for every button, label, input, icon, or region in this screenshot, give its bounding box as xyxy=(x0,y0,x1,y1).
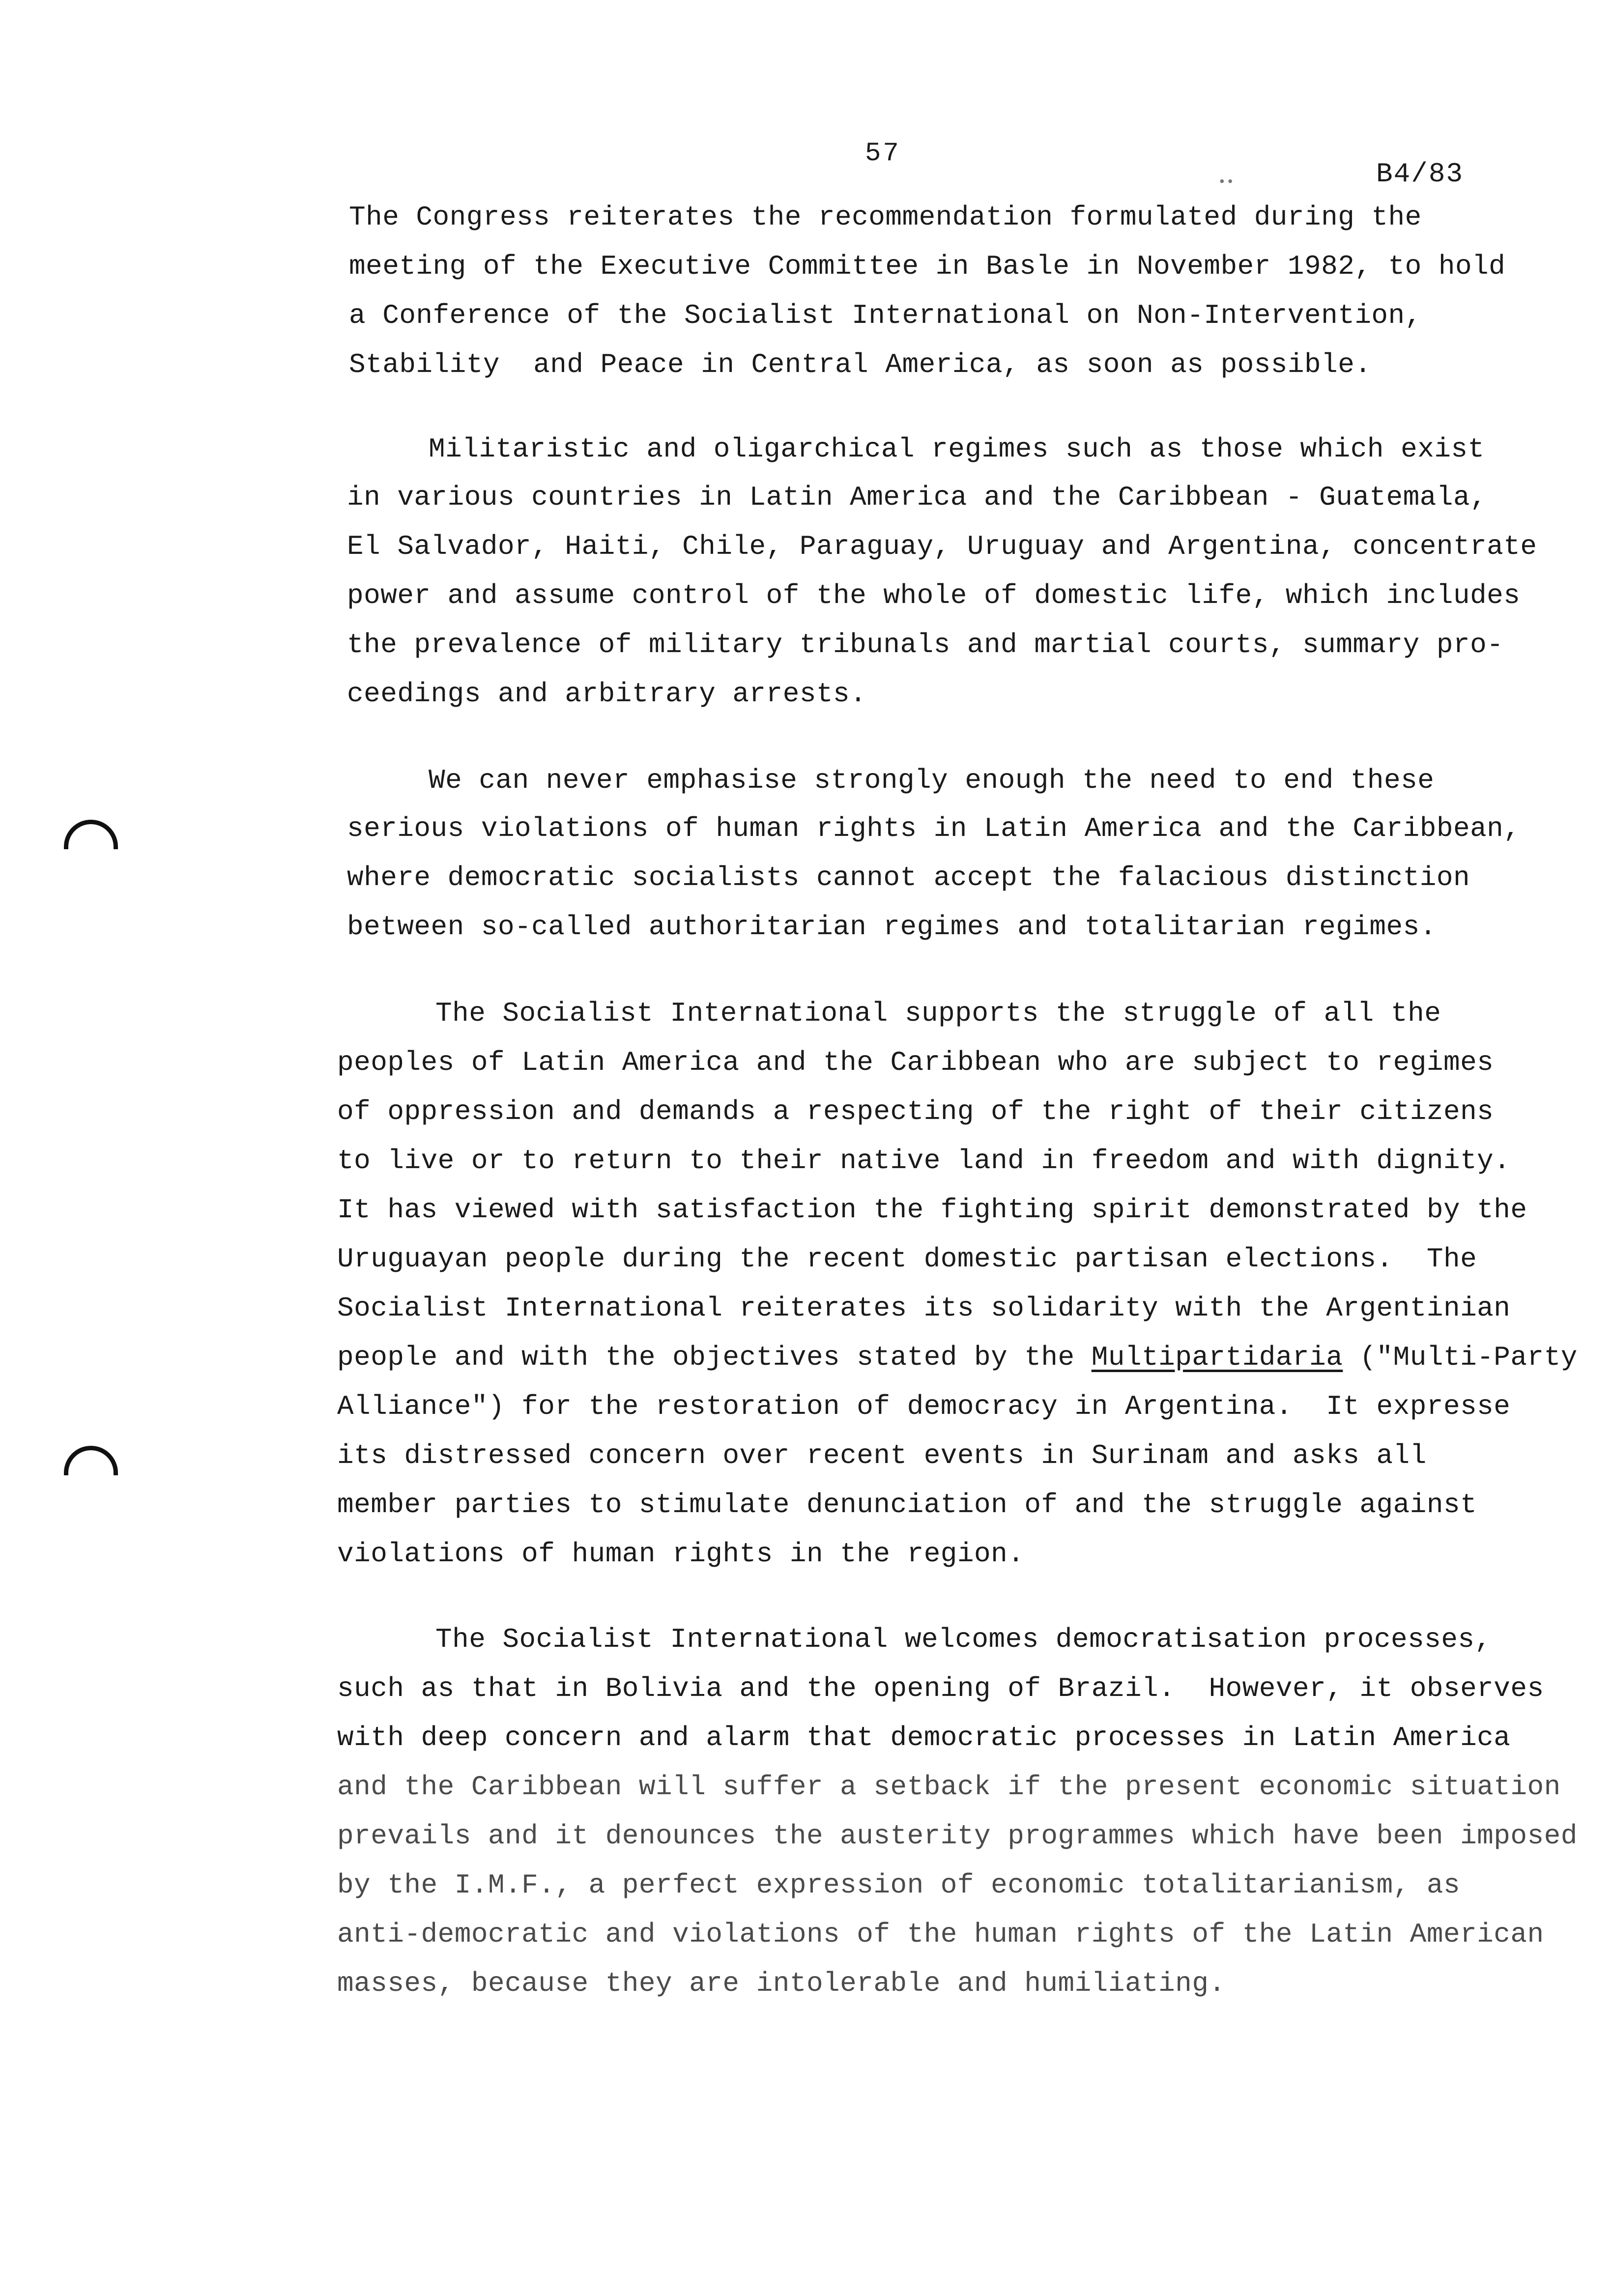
text-line: violations of human rights in the region. xyxy=(337,1538,1025,1570)
text-line: a Conference of the Socialist International on Non-Intervention, xyxy=(349,300,1422,331)
text-line-multipartidaria xyxy=(337,1342,1578,1373)
text-line: by the I.M.F., a perfect expression of economic totalitarianism, as xyxy=(337,1869,1461,1901)
text-line: serious violations of human rights in Latin America and the Caribbean, xyxy=(347,813,1521,844)
document-reference: B4/83 xyxy=(1376,158,1464,190)
page-number: 57 xyxy=(865,139,901,169)
text-line: The Socialist International supports the struggle of all the xyxy=(435,998,1441,1029)
text-line: We can never emphasise strongly enough the need to end these xyxy=(429,765,1435,796)
text-segment: ("Multi-Party xyxy=(1343,1342,1578,1373)
text-line: Socialist International reiterates its solidarity with the Argentinian xyxy=(337,1292,1511,1324)
text-line: Alliance") for the restoration of democracy in Argentina. It expresse xyxy=(337,1391,1511,1422)
text-line: in various countries in Latin America and the Caribbean - Guatemala, xyxy=(347,482,1487,513)
text-line: the prevalence of military tribunals and martial courts, summary pro- xyxy=(347,629,1504,660)
text-line: prevails and it denounces the austerity programmes which have been imposed xyxy=(337,1820,1578,1852)
text-line: to live or to return to their native land in freedom and with dignity. xyxy=(337,1145,1511,1177)
text-line: its distressed concern over recent events in Surinam and asks all xyxy=(337,1440,1427,1471)
text-line: It has viewed with satisfaction the fighting spirit demonstrated by the xyxy=(337,1194,1527,1226)
text-line: member parties to stimulate denunciation of and the struggle against xyxy=(337,1489,1477,1521)
stray-pen-mark: •• xyxy=(1218,175,1235,190)
multipartidaria-underlined-term: Multipartidaria xyxy=(1091,1342,1343,1373)
text-line: The Congress reiterates the recommendation formulated during the xyxy=(349,201,1422,233)
text-line: The Socialist International welcomes democratisation processes, xyxy=(435,1624,1492,1655)
text-line: El Salvador, Haiti, Chile, Paraguay, Uruguay and Argentina, concentrate xyxy=(347,531,1537,562)
text-line: Militaristic and oligarchical regimes such as those which exist xyxy=(429,433,1485,465)
text-line: with deep concern and alarm that democratic processes in Latin America xyxy=(337,1722,1511,1753)
text-line: between so-called authoritarian regimes and totalitarian regimes. xyxy=(347,911,1437,943)
text-line: Uruguayan people during the recent domestic partisan elections. The xyxy=(337,1243,1477,1275)
text-line: peoples of Latin America and the Caribbean who are subject to regimes xyxy=(337,1047,1494,1078)
text-segment: people and with the objectives stated by the xyxy=(337,1342,1092,1373)
text-line: of oppression and demands a respecting of the right of their citizens xyxy=(337,1096,1494,1127)
text-line: anti-democratic and violations of the human rights of the Latin American xyxy=(337,1919,1544,1950)
text-line: meeting of the Executive Committee in Basle in November 1982, to hold xyxy=(349,251,1506,282)
text-line: where democratic socialists cannot accept the falacious distinction xyxy=(347,862,1470,893)
text-line: and the Caribbean will suffer a setback if the present economic situation xyxy=(337,1771,1561,1803)
text-line: ceedings and arbitrary arrests. xyxy=(347,678,867,710)
text-line: masses, because they are intolerable and humiliating. xyxy=(337,1968,1226,1999)
text-line: such as that in Bolivia and the opening of Brazil. However, it observes xyxy=(337,1673,1544,1704)
text-line: Stability and Peace in Central America, as soon as possible. xyxy=(349,349,1372,380)
text-line: power and assume control of the whole of domestic life, which includes xyxy=(347,580,1521,611)
